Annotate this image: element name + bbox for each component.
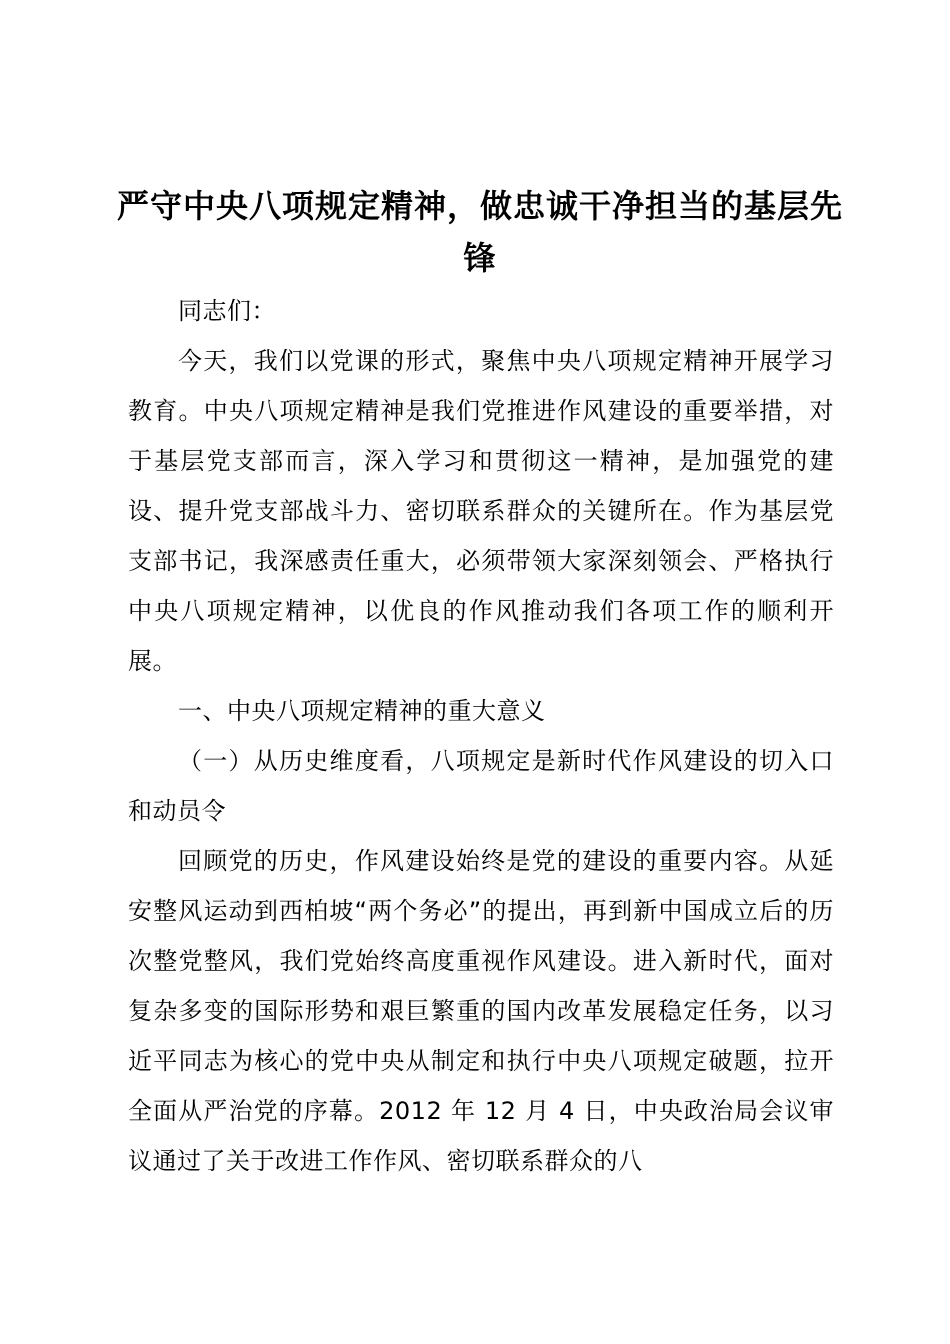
document-body [128,286,834,1186]
intro-paragraph: 今天，我们以党课的形式，聚焦中央八项规定精神开展学习教育。中央八项规定精神是我们党推进作风建设的重要举措，对于基层党支部而言，深入学习和贯彻这一精神，是加强党的建设、提升党支部战斗力、密切联系群众的关键所在。作为基层党支部书记，我深感责任重大，必须带领大家深刻领会、严格执行中央八项规定精神，以优良的作风推动我们各项工作的顺利开展。 [128,347,834,675]
section-heading: 一、中央八项规定精神的重大意义 [178,697,546,725]
salutation: 同志们： [178,297,276,325]
history-paragraph: 回顾党的历史，作风建设始终是党的建设的重要内容。从延安整风运动到西柏坡“两个务必”的提出，再到新中国成立后的历次整党整风，我们党始终高度重视作风建设。进入新时代，面对复杂多变的国际形势和艰巨繁重的国内改革发展稳定任务，以习近平同志为核心的党中央从制定和执行中央八项规定破题，拉开全面从严治党的序幕。2012 年 12 月 4 日，中央政治局会议审议通过了关于改进工作作风、密切联系群众的八 [128,847,834,1175]
document-title: 严守中央八项规定精神，做忠诚干净担当的基层先锋 [116,187,843,277]
subsection-heading: （一）从历史维度看，八项规定是新时代作风建设的切入口和动员令 [128,747,834,825]
